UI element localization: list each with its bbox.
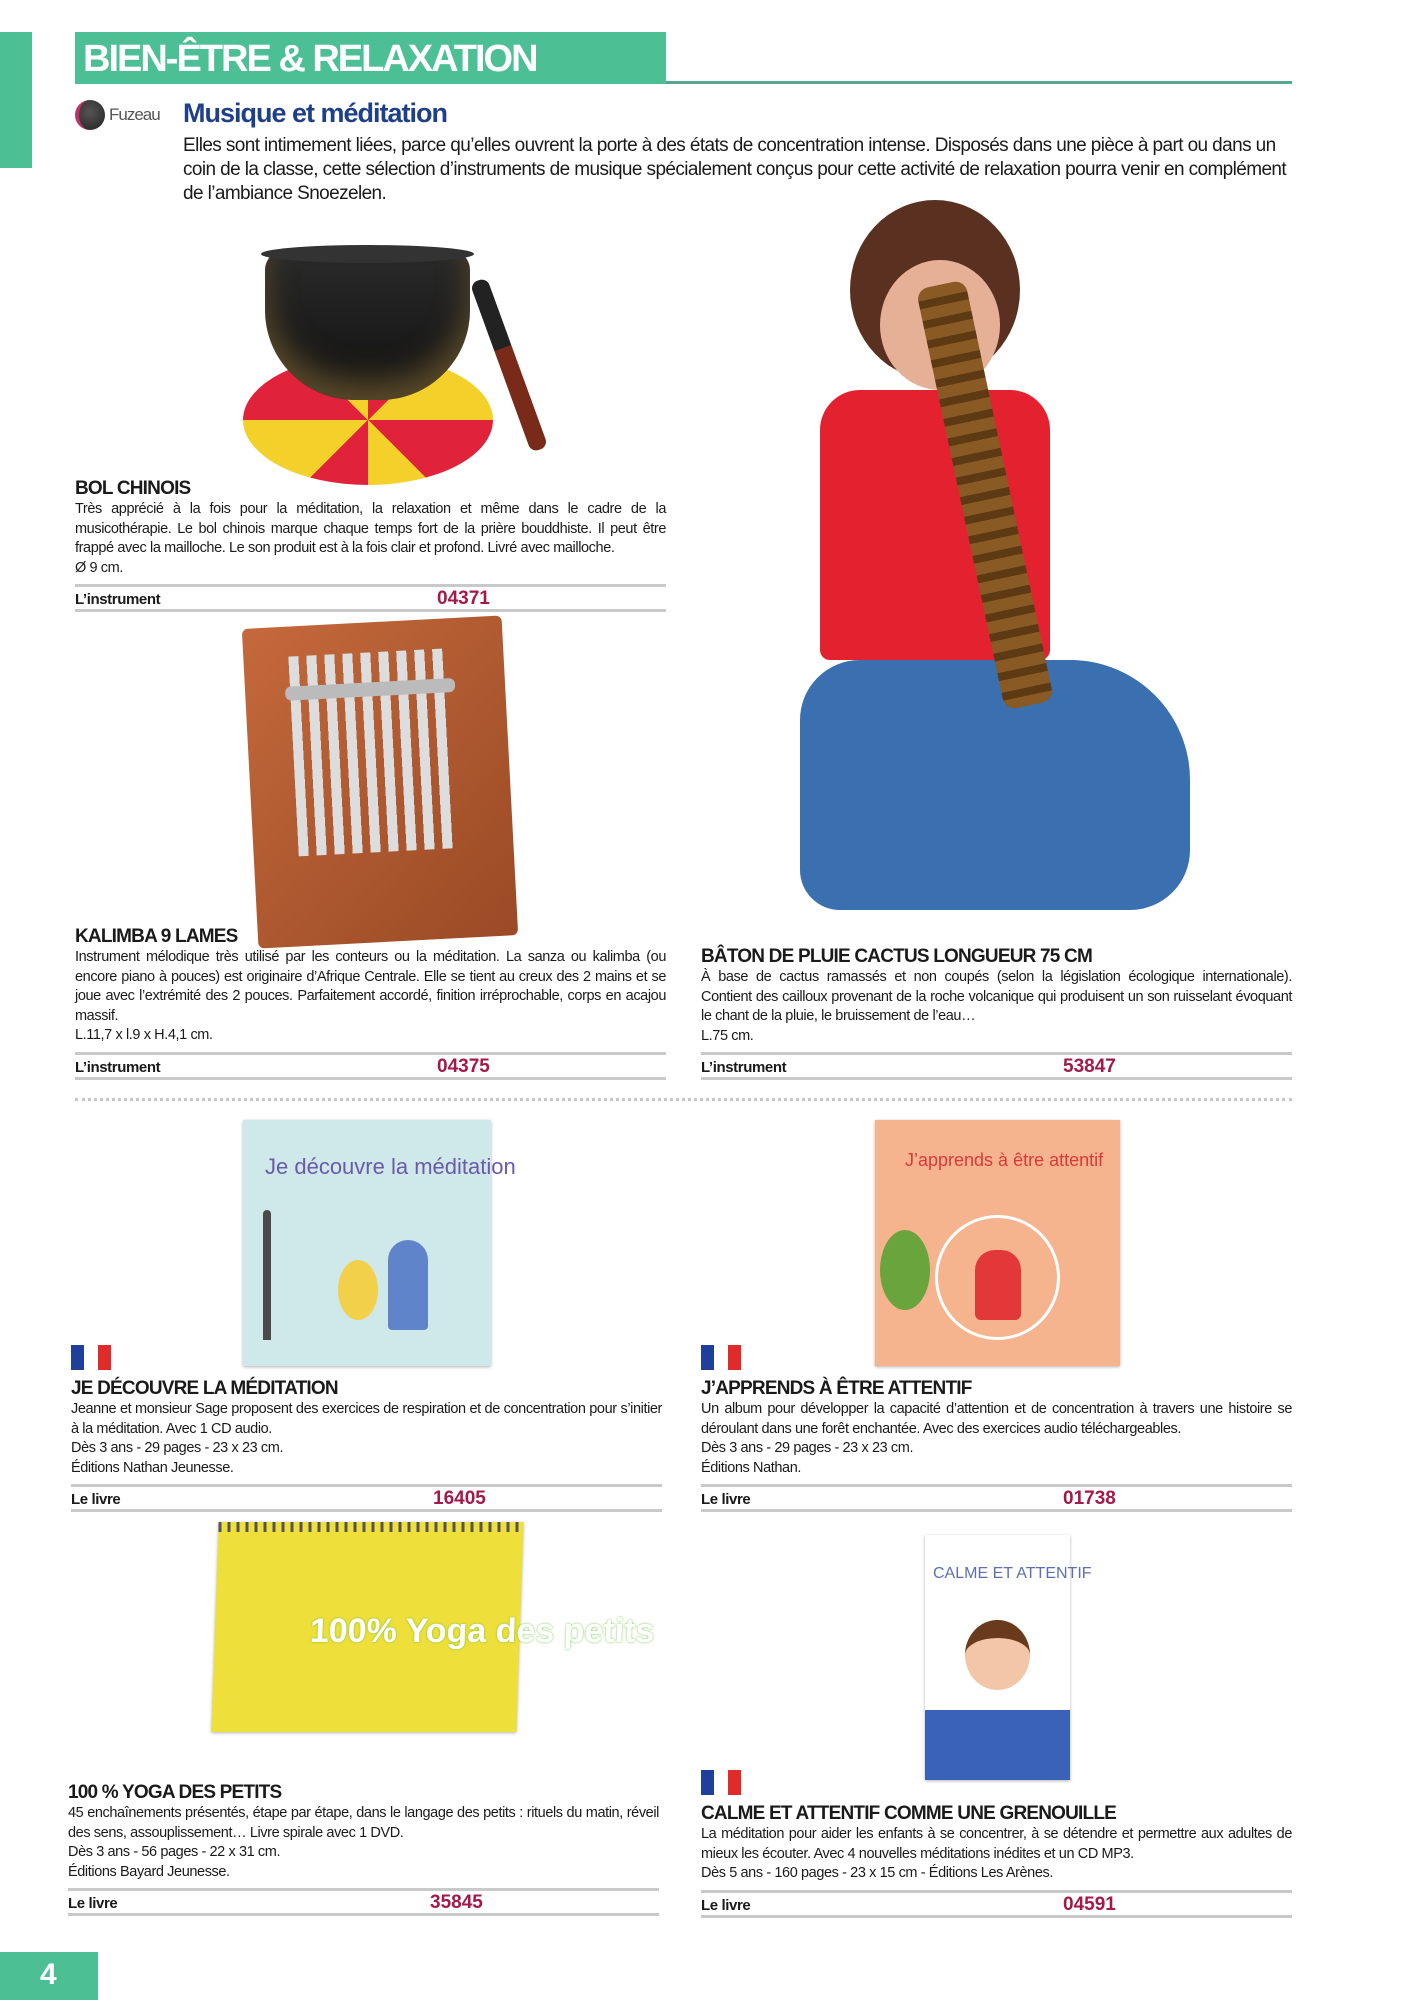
- product-dimensions: L.11,7 x l.9 x H.4,1 cm.: [75, 1027, 213, 1043]
- book-cover-calme: CALME ET ATTENTIF: [925, 1535, 1070, 1780]
- price-row: [701, 1890, 1292, 1918]
- price-row: [68, 1888, 659, 1916]
- product-calme-et-attentif: [701, 1770, 1292, 1918]
- product-kalimba: [75, 926, 666, 1080]
- product-baton-de-pluie: [701, 946, 1292, 1080]
- product-description: 45 enchaînements présentés, étape par étape, dans le langage des petits : rituels du matin, réveil des sens, assouplissement… Livre spirale avec 1 DVD.: [68, 1805, 659, 1841]
- product-label: L’instrument: [75, 591, 161, 608]
- product-reference[interactable]: 04375: [437, 1055, 490, 1077]
- price-row: [75, 1052, 666, 1080]
- intro-text: Elles sont intimement liées, parce qu’elles ouvrent la porte à des états de concentration intense. Disposés dans une pièce à part ou dans un coin de la classe, cette sélection d’instruments de musique spécialement conçus pour cette activité de relaxation pourra venir en complément de l’ambiance Snoezelen.: [183, 135, 1287, 204]
- product-dimensions: Dès 5 ans - 160 pages - 23 x 15 cm - Éditions Les Arènes.: [701, 1865, 1053, 1881]
- product-reference[interactable]: 53847: [1063, 1056, 1116, 1077]
- product-title: CALME ET ATTENTIF COMME UNE GRENOUILLE: [701, 1803, 1117, 1824]
- product-yoga-des-petits: [68, 1782, 659, 1916]
- price-row: [75, 584, 666, 612]
- product-label: L’instrument: [701, 1059, 787, 1076]
- fuzeau-logo-icon: [75, 100, 105, 130]
- product-title: KALIMBA 9 LAMES: [75, 926, 238, 947]
- book-cover-attentif: J’apprends à être attentif: [875, 1120, 1120, 1366]
- product-reference[interactable]: 04371: [437, 588, 490, 609]
- product-publisher: Éditions Nathan Jeunesse.: [71, 1459, 234, 1476]
- product-label: Le livre: [71, 1491, 121, 1508]
- header-divider: [666, 81, 1292, 84]
- product-dimensions: Ø 9 cm.: [75, 559, 123, 576]
- product-dimensions: Dès 3 ans - 56 pages - 22 x 31 cm.: [68, 1844, 281, 1860]
- product-label: Le livre: [68, 1895, 118, 1912]
- page-number: 4: [0, 1952, 98, 2000]
- product-title: BÂTON DE PLUIE CACTUS LONGUEUR 75 CM: [701, 946, 1092, 967]
- product-publisher: Éditions Nathan.: [701, 1459, 801, 1476]
- product-title: J’APPRENDS À ÊTRE ATTENTIF: [701, 1378, 972, 1399]
- product-dimensions: L.75 cm.: [701, 1027, 754, 1044]
- product-label: Le livre: [701, 1491, 751, 1508]
- singing-bowl-image: [235, 215, 595, 495]
- product-reference[interactable]: 16405: [433, 1488, 486, 1509]
- price-row: [701, 1052, 1292, 1080]
- product-label: Le livre: [701, 1896, 751, 1914]
- product-title: JE DÉCOUVRE LA MÉDITATION: [71, 1378, 338, 1399]
- product-description: Un album pour développer la capacité d’attention et de concentration à travers une histoire se déroulant dans une forêt enchantée. Avec des exercices audio téléchargeables.: [701, 1401, 1292, 1437]
- product-publisher: Éditions Bayard Jeunesse.: [68, 1863, 230, 1880]
- brand-logo: [75, 100, 160, 130]
- product-label: L’instrument: [75, 1058, 161, 1076]
- product-j-apprends-attentif: [701, 1345, 1292, 1512]
- book-cover-yoga: 100% Yoga des petits: [211, 1522, 523, 1732]
- product-description: À base de cactus ramassés et non coupés (selon la législation écologique internationale). Contient des cailloux provenant de la roche volcanique qui produisent un son ruisselant évoquant le chant de la pluie, le bruissement de l’eau…: [701, 969, 1292, 1024]
- section-tab: [0, 32, 32, 168]
- product-title: BOL CHINOIS: [75, 478, 191, 499]
- kalimba-image: [242, 615, 518, 948]
- rain-stick-girl-photo: [790, 200, 1200, 930]
- product-title: 100 % YOGA DES PETITS: [68, 1782, 282, 1803]
- product-description: La méditation pour aider les enfants à se concentrer, à se détendre et permettre aux adultes de mieux les écouter. Avec 4 nouvelles méditations inédites et un CD MP3.: [701, 1826, 1292, 1862]
- price-row: [71, 1484, 662, 1512]
- product-bol-chinois: [75, 478, 666, 612]
- product-description: Instrument mélodique très utilisé par les conteurs ou la méditation. La sanza ou kalimba (ou encore piano à pouces) est originaire d’Afrique Centrale. Elle se tient au creux des 2 mains et se joue avec l’extrémité des 2 pouces. Parfaitement accordé, finition irréprochable, corps en acajou massif.: [75, 949, 666, 1024]
- product-je-decouvre-meditation: [71, 1345, 662, 1512]
- book-cover-meditation: Je découvre la méditation: [243, 1120, 491, 1366]
- product-description: Jeanne et monsieur Sage proposent des exercices de respiration et de concentration pour s’initier à la méditation. Avec 1 CD audio.: [71, 1401, 662, 1437]
- section-title: BIEN-ÊTRE & RELAXATION: [75, 32, 666, 84]
- product-reference[interactable]: 35845: [430, 1892, 483, 1913]
- subtitle: Musique et méditation: [183, 98, 448, 128]
- french-flag-icon: [701, 1345, 741, 1370]
- product-reference[interactable]: 01738: [1063, 1488, 1116, 1509]
- brand-name: Fuzeau: [109, 105, 160, 124]
- product-dimensions: Dès 3 ans - 29 pages - 23 x 23 cm.: [701, 1440, 914, 1456]
- product-reference[interactable]: 04591: [1063, 1893, 1116, 1915]
- price-row: [701, 1484, 1292, 1512]
- french-flag-icon: [701, 1770, 741, 1795]
- product-dimensions: Dès 3 ans - 29 pages - 23 x 23 cm.: [71, 1440, 284, 1456]
- french-flag-icon: [71, 1345, 111, 1370]
- product-description: Très apprécié à la fois pour la méditation, la relaxation et même dans le cadre de la musicothérapie. Le bol chinois marque chaque temps fort de la prière bouddhiste. Il peut être frappé avec la mailloche. Le son produit est à la fois clair et profond. Livré avec mailloche.: [75, 501, 666, 556]
- dotted-separator: [75, 1098, 1292, 1101]
